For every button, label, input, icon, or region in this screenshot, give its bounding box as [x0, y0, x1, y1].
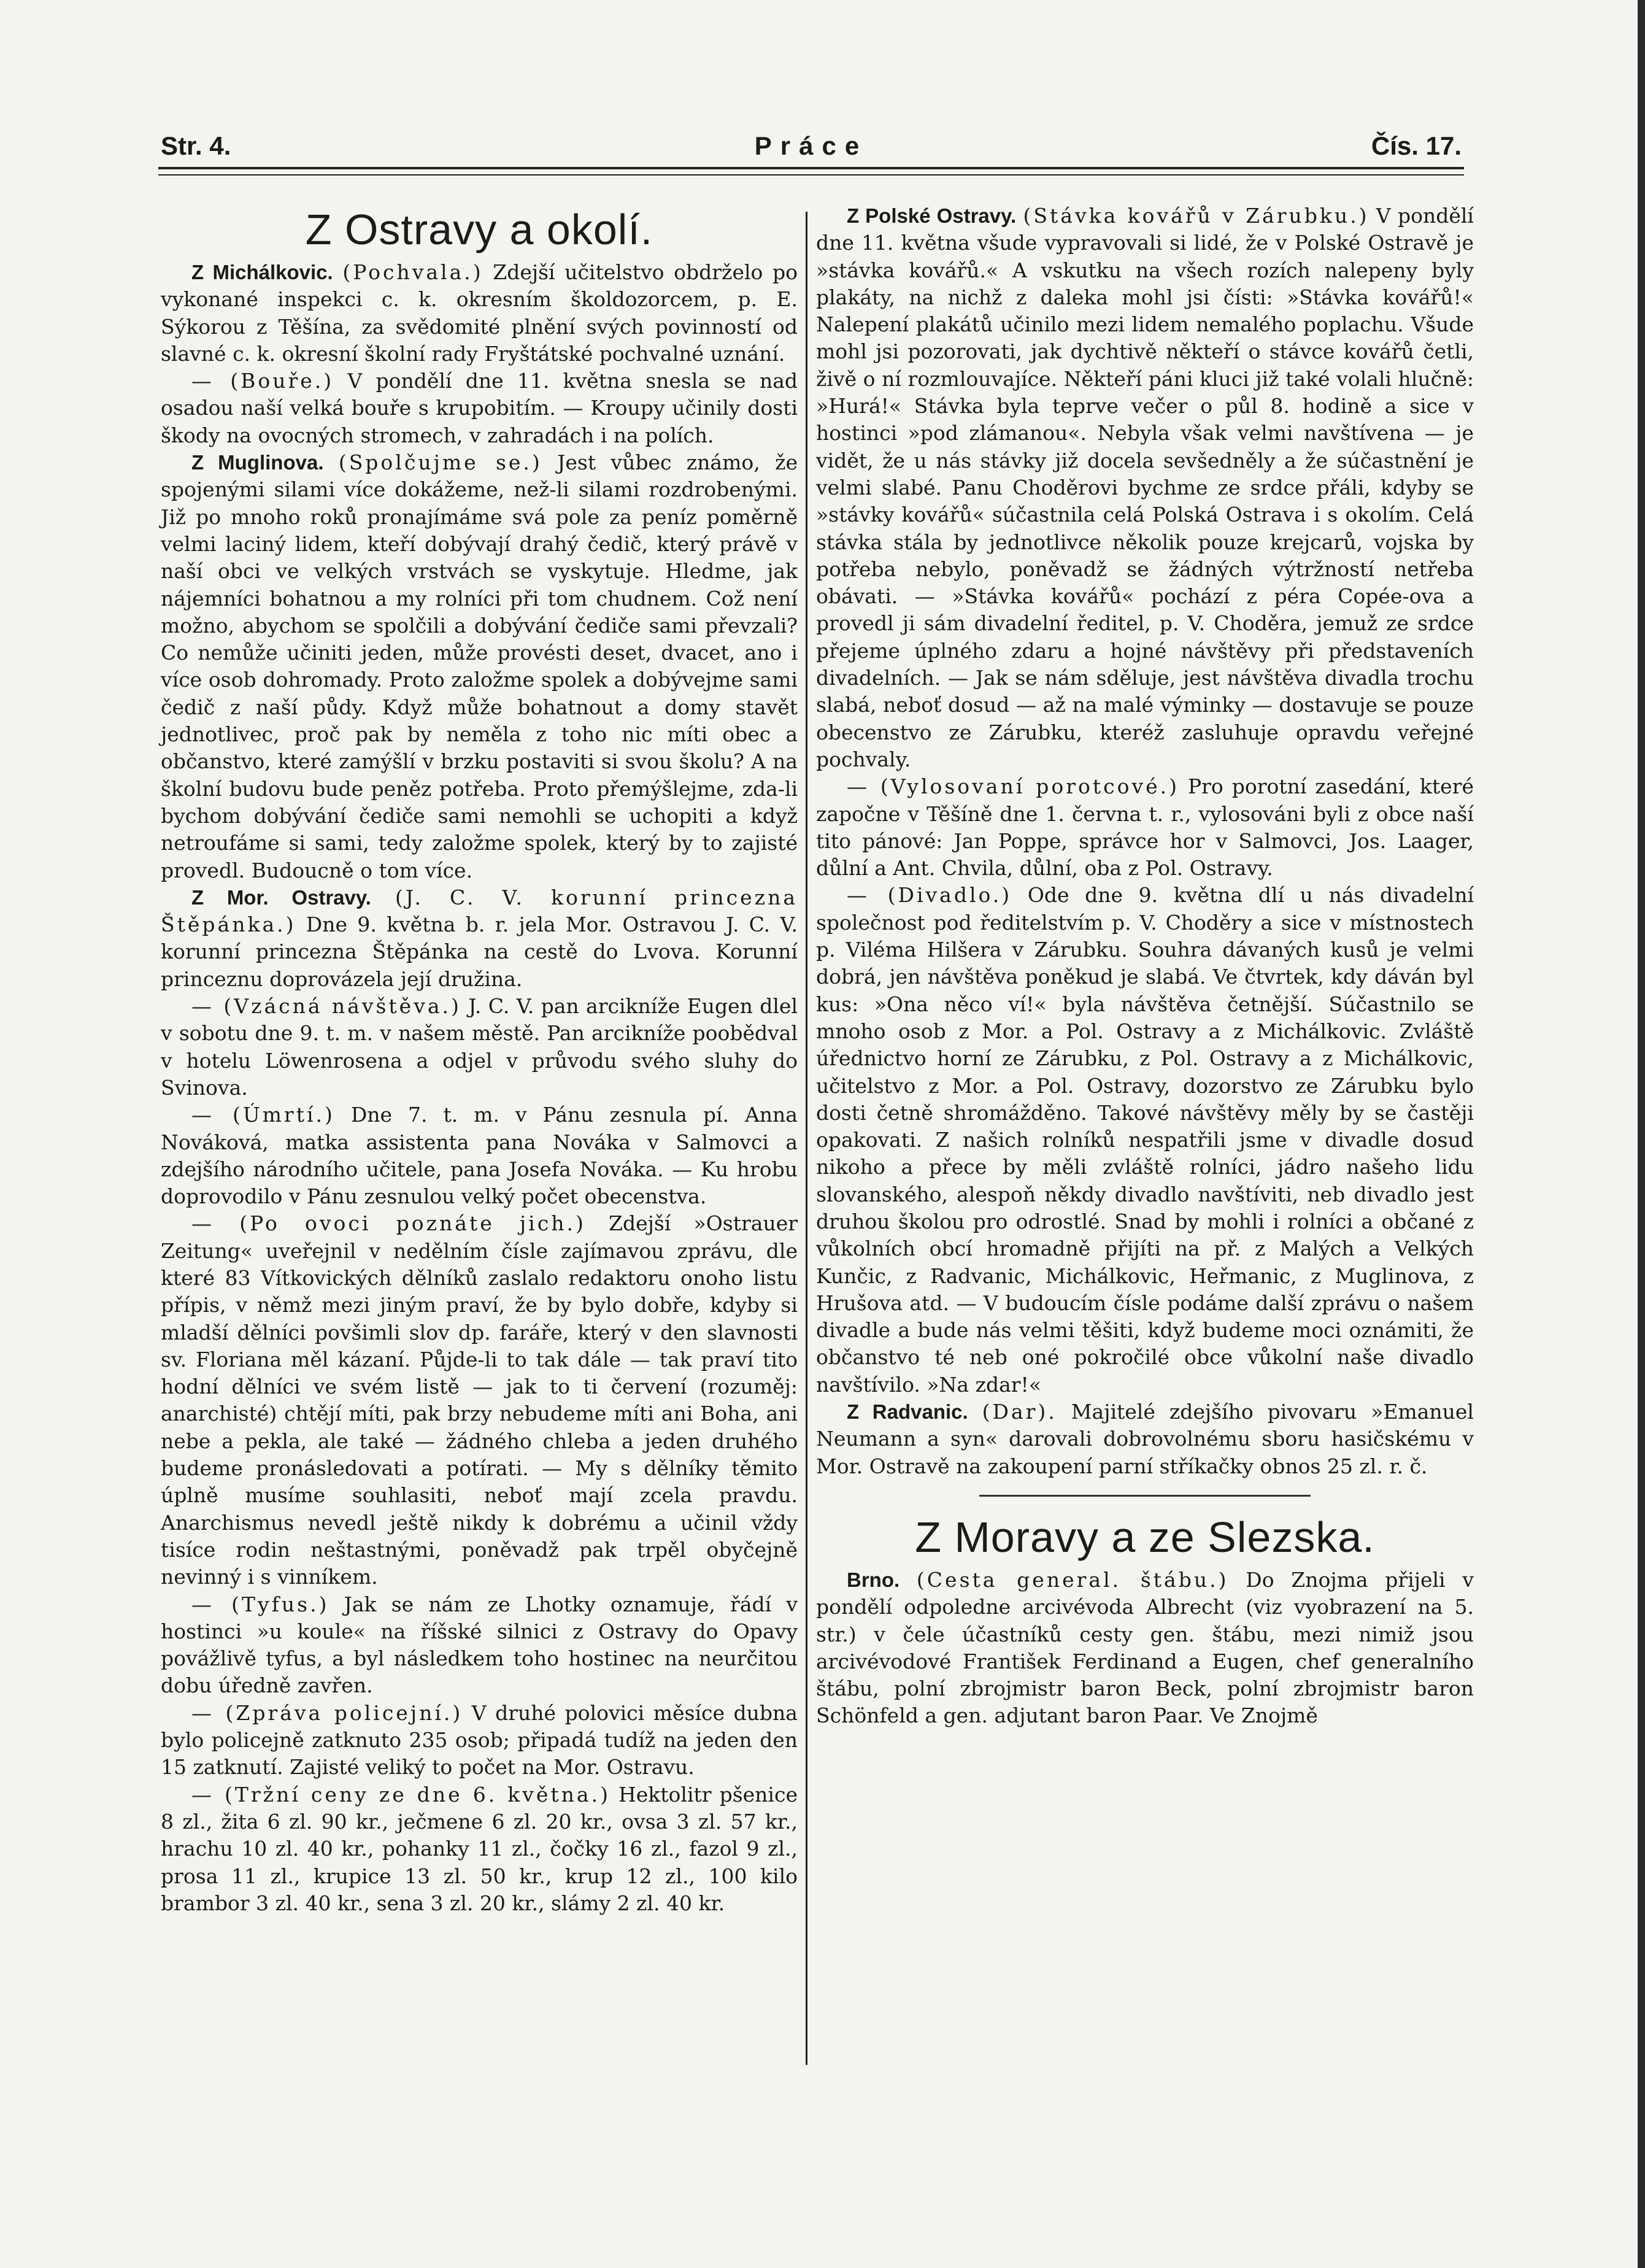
article-text: Do Znojma přijeli v pondělí odpoledne arcivévoda Albrecht (viz vyobrazení na 5. str.) v čele účastníků cesty gen. štábu, mezi nimiž jsou arcivévodové František Ferdinand a Eugen, chef generalního štábu, polní zbrojmistr baron Beck, polní zbrojmistr baron Schönfeld a gen. adjutant baron Paar. Ve Znojmě	[816, 1567, 1474, 1728]
article-market-prices	[161, 1781, 798, 1917]
page-number: Str. 4.	[161, 131, 231, 160]
header-rule-thin	[158, 174, 1464, 176]
article-text: Dne 9. května b. r. jela Mor. Ostravou J. C. V. korunní princezna Štěpánka na cestě do Lvova. Korunní princeznu doprovázela její družina.	[161, 912, 798, 991]
article-brno-general-staff	[816, 1567, 1474, 1730]
section-title-moravia: Z Moravy a ze Slezska.	[915, 1513, 1375, 1561]
place-name: Z Polské Ostravy.	[847, 204, 1017, 227]
article-topic: — (Vzácná návštěva.)	[191, 994, 461, 1019]
section-divider	[979, 1495, 1311, 1497]
article-topic: — (Zpráva policejní.)	[191, 1700, 463, 1725]
article-topic: — (Bouře.)	[191, 369, 334, 393]
article-topic: — (Po ovoci poznáte jich.)	[191, 1211, 586, 1236]
article-text: V pondělí dne 11. května všude vypravovali si lidé, že v Polské Ostravě je »stávka kovářů.« A vskutku na všech rozích nalepeny byly plakáty, na nichž z daleka mohl jsi čísti: »Stávka kovářů!« Nalepení plakátů učinilo mezi lidem nemalého poplachu. Všude mohl jsi pozorovati, jak dychtivě někteří o stávce kovářů četli, živě o ní rozmlouvajíce. Někteří páni kluci již také volali hlučně: »Hurá!« Stávka byla teprve večer o půl 8. hodině a sice v hostinci »pod zlámanou«. Nebyla však velmi navštívena — je vidět, že u nás stávky již docela sevšedněly a že súčastnění je velmi slabé. Panu Choděrovi bychme ze srdce přáli, kdyby se »stávky kovářů« súčastnila celá Polská Ostrava i s okolím. Celá stávka stála by jednotlivce několik pouze krejcarů, vojska by potřeba nebylo, poněvadž se žádných výtržností netřeba obávati. — »Stávka kovářů« pochází z péra Copée-ova a provedl ji sám divadelní ředitel, p. V. Choděra, jemuž ze srdce přejeme úplného zdaru a hojné návštěvy při představeních divadelních. — Jak se nám sděluje, jest návštěva divadla trochu slabá, neboť dosud — až na malé výminky — dostavuje se pouze obecenstvo ze Zárubku, kteréž zasluhuje opravdu veřejné pochvaly.	[816, 204, 1474, 771]
article-storm	[161, 368, 798, 449]
article-text: Majitelé zdejšího pivovaru »Emanuel Neumann a syn« darovali dobrovolnému sboru hasičskému v Mor. Ostravě na zakoupení parní stříkačky obnos 25 zl. r. č.	[816, 1400, 1474, 1478]
article-topic: — (Úmrtí.)	[191, 1103, 335, 1127]
article-text: Pro porotní zasedání, které započne v Těšíně dne 1. června t. r., vylosováni byli z obce naší tito pánové: Jan Poppe, správce hor v Salmovci, Jos. Laager, důlní a Ant. Chvila, důlní, oba z Pol. Ostravy.	[816, 774, 1474, 881]
article-topic: (J. C. V. korunní princezna Štěpánka.)	[161, 885, 798, 937]
article-fruits	[161, 1210, 798, 1591]
article-topic: — (Divadlo.)	[847, 883, 1012, 908]
article-text: Dne 7. t. m. v Pánu zesnula pí. Anna Nováková, matka assistenta pana Nováka v Salmovci a zdejšího národního učitele, pana Josefa Nováka. — Ku hrobu doprovodilo v Pánu zesnulou velký počet obecenstva.	[161, 1103, 798, 1209]
article-topic: (Spolčujme se.)	[338, 450, 542, 475]
section-title-ostrava: Z Ostravy a okolí.	[305, 206, 653, 253]
place-name: Z Mor. Ostravy.	[191, 885, 371, 909]
article-police	[161, 1700, 798, 1781]
place-name: Z Radvanic.	[847, 1400, 968, 1424]
place-name: Brno.	[847, 1568, 900, 1591]
article-typhus	[161, 1591, 798, 1700]
article-michalkovice-praise	[161, 259, 798, 368]
left-column	[161, 202, 798, 1917]
article-polska-ostrava-strike	[816, 202, 1474, 773]
article-topic: (Stávka kovářů v Zárubku.)	[1023, 204, 1370, 228]
article-text: V pondělí dne 11. května snesla se nad osadou naší velká bouře s krupobitím. — Kroupy učinily dosti škody na ovocných stromech, v zahradách i na polích.	[161, 369, 798, 447]
right-column	[816, 202, 1474, 1730]
article-text: Jak se nám ze Lhotky oznamuje, řádí v hostinci »u koule« na říšské silnici z Ostravy do Opavy povážlivě tyfus, a byl následkem toho hostinec na neurčitou dobu úředně zavřen.	[161, 1592, 798, 1698]
article-text: Zdejší učitelstvo obdrželo po vykonané inspekci c. k. okresním školdozorcem, p. E. Sýkorou z Těšína, za svědomité plnění svých povinností od slavné c. k. okresní školní rady Fryštátské pochvalné uznání.	[161, 260, 798, 366]
article-radvanice-gift	[816, 1398, 1474, 1480]
article-topic: — (Vylosovaní porotcové.)	[847, 774, 1180, 799]
place-name: Z Michálkovic.	[191, 261, 333, 284]
page-header	[161, 125, 1462, 168]
place-name: Z Muglinova.	[191, 451, 324, 474]
article-topic: (Pochvala.)	[342, 260, 483, 284]
header-rule-thick	[158, 167, 1464, 169]
article-princess	[161, 884, 798, 993]
journal-title: Práce	[754, 131, 868, 160]
article-topic: — (Tržní ceny ze dne 6. května.)	[191, 1782, 611, 1807]
article-jurors	[816, 773, 1474, 882]
article-death	[161, 1101, 798, 1210]
article-text: V druhé polovici měsíce dubna bylo policejně zatknuto 235 osob; připadá tudíž na jeden den 15 zatknutí. Zajisté veliký to počet na Mor. Ostravu.	[161, 1700, 798, 1780]
page-edge	[1638, 0, 1645, 2268]
article-topic: — (Tyfus.)	[191, 1592, 329, 1616]
article-visit	[161, 993, 798, 1101]
article-text: Jest vůbec známo, že spojenými silami více dokážeme, než-li silami rozdrobenými. Již po mnoho roků pronajímáme svá pole za peníz poměrně velmi laciný lidem, kteří dobývají drahý čedič, který právě v naší obci ve velkých vrstvách se vyskytuje. Hledme, jak nájemníci bohatnou a my rolníci při tom chudnem. Což není možno, abychom se spolčili a dobývání čediče sami převzali? Co nemůže učiniti jeden, může provésti deset, dvacet, ano i více osob dohromady. Proto založme spolek a dobývejme sami čedič z naší půdy. Když může bohatnout a domy stavět jednotlivec, proč pak by neměla z toho nic míti obec a občanstvo, které zamýšlí v brzku postaviti si svou školu? A na školní budovu bude peněz potřeba. Proto přemýšlejme, zda-li bychom dobývání čediče sami nemohli se uchopiti a když netroufáme si sami, tedy založme spolek, který by to zajisté provedl. Budoucně o tom více.	[161, 450, 798, 882]
article-muglinov	[161, 449, 798, 884]
issue-number: Čís. 17.	[1371, 131, 1462, 160]
column-divider	[806, 212, 807, 2065]
article-text: Hektolitr pšenice 8 zl., žita 6 zl. 90 kr., ječmene 6 zl. 20 kr., ovsa 3 zl. 57 kr., hrachu 10 zl. 40 kr., pohanky 11 zl., čočky 16 zl., fazol 9 zl., prosa 11 zl., krupice 13 zl. 50 kr., krup 12 zl., 100 kilo brambor 3 zl. 40 kr., sena 3 zl. 20 kr., slámy 2 zl. 40 kr.	[161, 1782, 798, 1915]
article-text: Ode dne 9. května dlí u nás divadelní společnost pod ředitelstvím p. V. Choděry a sice v místnostech p. Viléma Hilšera v Zárubku. Souhra dávaných kusů je velmi dobrá, jen návštěva poněkud je slabá. Ve čtvrtek, kdy dáván byl kus: »Ona něco ví!« byla návštěva četnější. Súčastnilo se mnoho osob z Mor. a Pol. Ostravy a z Michálkovic. Zvláště úřednictvo horní ze Zárubku, z Pol. Ostravy a z Michálkovic, učitelstvo z Mor. a Pol. Ostravy, dozorstvo ze Zárubku bylo dosti četně shromážděno. Takové návštěvy měly by se častěji opakovati. Z našich rolníků nespatřili jsme v divadle dosud nikoho a přece by měli zvláště rolníci, jádro našeho lidu slovanského, alespoň někdy divadlo navštíviti, neb divadlo jest druhou školou pro odrostlé. Snad by mohli i rolníci a občané z vůkolních obcí hromadně přijíti na př. z Malých a Velkých Kunčic, z Radvanic, Michálkovic, Heřmanic, z Muglinova, z Hrušova atd. — V budoucím čísle podáme další zprávu o našem divadle a bude nás velmi těšiti, když budeme moci oznámiti, že občanstvo té neb oné pokročilé obce vůkolní naše divadlo navštívilo. »Na zdar!«	[816, 883, 1474, 1397]
article-text: Zdejší »Ostrauer Zeitung« uveřejnil v nedělním čísle zajímavou zprávu, dle které 83 Vítkovických dělníků zaslalo redaktoru onoho listu přípis, v němž mezi jiným praví, že by bylo dobře, kdyby si mladší dělníci povšimli slov dp. faráře, který v den slavnosti sv. Floriana měl kázaní. Půjde-li to tak dále — tak praví tito hodní dělníci ve svém listě — jak to ti červení (rozuměj: anarchisté) chtějí míti, pak brzy nebudeme míti ani Boha, ani nebe a pekla, ale také — žádného chleba a jeden druhého budeme pronásledovati a potírati. — My s dělníky těmito úplně musíme souhlasiti, neboť mají zcela pravdu. Anarchismus nevedl ještě nikdy k dobrému a učinil vždy tisíce rodin neštastnými, poněvadž pak trpěl obyčejně nevinný i s vinníkem.	[161, 1211, 798, 1589]
article-topic: (Cesta general. štábu.)	[916, 1567, 1229, 1592]
article-text: J. C. V. pan arcikníže Eugen dlel v sobotu dne 9. t. m. v našem městě. Pan arcikníže poobědval v hotelu Löwenrosena a odjel v průvodu svého sluhy do Svinova.	[161, 994, 798, 1100]
article-topic: (Dar).	[982, 1400, 1057, 1424]
article-theatre	[816, 882, 1474, 1398]
